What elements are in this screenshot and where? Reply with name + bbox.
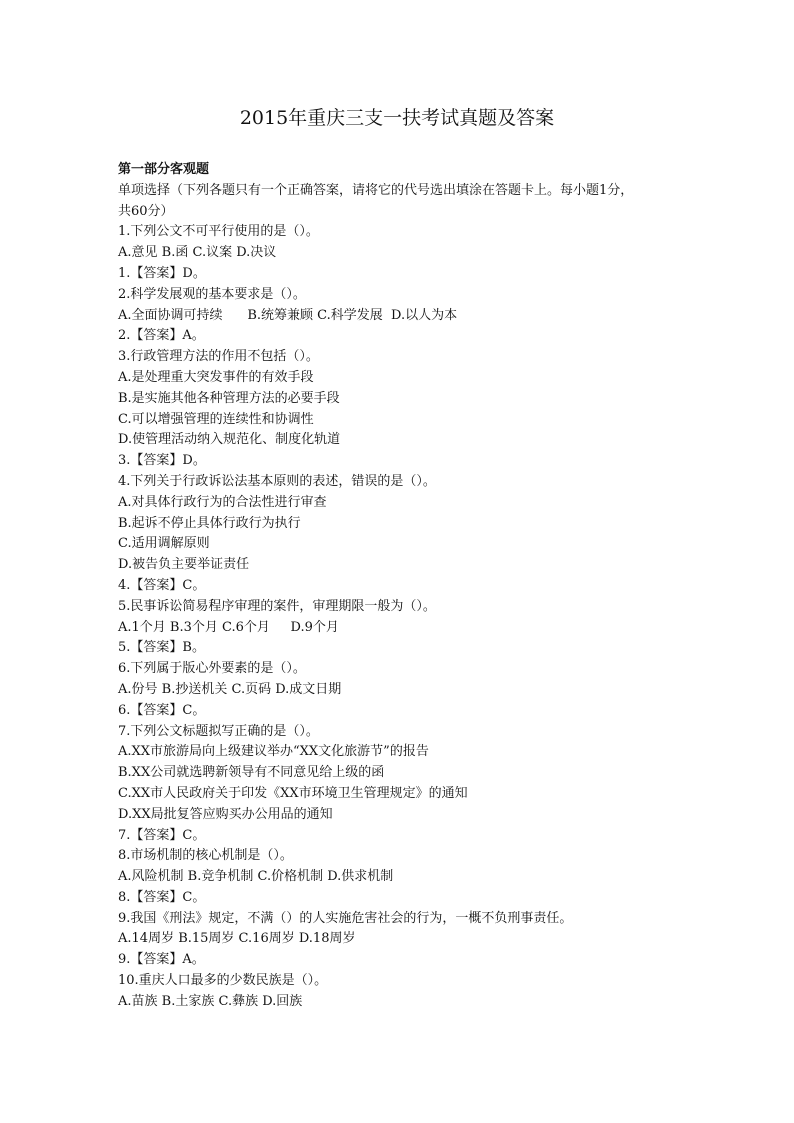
question-5: 5.民事诉讼简易程序审理的案件，审理期限一般为（）。 (118, 598, 436, 614)
question-1-answer: 1.【答案】D。 (118, 265, 206, 281)
question-4: 4.下列关于行政诉讼法基本原则的表述，错误的是（）。 (118, 473, 436, 489)
question-4-option-c: C.适用调解原则 (118, 536, 210, 552)
question-6-options: A.份号 B.抄送机关 C.页码 D.成文日期 (118, 681, 342, 697)
question-10-options: A.苗族 B.土家族 C.彝族 D.回族 (118, 993, 303, 1009)
question-2-answer: 2.【答案】A。 (118, 328, 205, 344)
question-4-option-d: D.被告负主要举证责任 (118, 557, 250, 573)
instructions-line-2: 共60分） (118, 203, 174, 219)
question-4-option-b: B.起诉不停止具体行政行为执行 (118, 515, 301, 531)
document-title: 2015年重庆三支一扶考试真题及答案 (239, 107, 555, 129)
question-9: 9.我国《刑法》规定，不满（）的人实施危害社会的行为，一概不负刑事责任。 (118, 910, 573, 926)
question-3-option-c: C.可以增强管理的连续性和协调性 (118, 411, 314, 427)
question-3-answer: 3.【答案】D。 (118, 453, 206, 469)
question-6-answer: 6.【答案】C。 (118, 702, 206, 718)
question-4-option-a: A.对具体行政行为的合法性进行审查 (118, 494, 327, 510)
question-3-option-d: D.使管理活动纳入规范化、制度化轨道 (118, 432, 341, 448)
question-2-options: A.全面协调可持续 B.统筹兼顾 C.科学发展 D.以人为本 (118, 307, 458, 323)
question-9-answer: 9.【答案】A。 (118, 952, 205, 968)
instructions-line-1: 单项选择（下列各题只有一个正确答案，请将它的代号选出填涂在答题卡上。每小题1分， (118, 182, 634, 198)
question-8-answer: 8.【答案】C。 (118, 889, 206, 905)
question-7-answer: 7.【答案】C。 (118, 827, 206, 843)
question-7: 7.下列公文标题拟写正确的是（）。 (118, 723, 319, 739)
question-9-options: A.14周岁 B.15周岁 C.16周岁 D.18周岁 (118, 931, 356, 947)
question-7-option-b: B.XX公司就选聘新领导有不同意见给上级的函 (118, 765, 385, 781)
question-1: 1.下列公文不可平行使用的是（）。 (118, 224, 319, 240)
question-8: 8.市场机制的核心机制是（）。 (118, 848, 293, 864)
question-3-option-b: B.是实施其他各种管理方法的必要手段 (118, 390, 340, 406)
section-heading: 第一部分客观题 (118, 162, 210, 177)
question-10: 10.重庆人口最多的少数民族是（）。 (118, 973, 328, 989)
document-body (118, 160, 688, 1013)
question-7-option-c: C.XX市人民政府关于印发《XX市环境卫生管理规定》的通知 (118, 785, 468, 801)
question-7-option-a: A.XX市旅游局向上级建议举办“XX文化旅游节”的报告 (118, 744, 429, 760)
question-5-options: A.1个月 B.3个月 C.6个月 D.9个月 (118, 619, 339, 635)
question-1-options: A.意见 B.函 C.议案 D.决议 (118, 245, 277, 261)
question-6: 6.下列属于版心外要素的是（）。 (118, 661, 306, 677)
question-4-answer: 4.【答案】C。 (118, 577, 206, 593)
question-5-answer: 5.【答案】B。 (118, 640, 205, 656)
question-8-options: A.风险机制 B.竞争机制 C.价格机制 D.供求机制 (118, 869, 394, 885)
question-3-option-a: A.是处理重大突发事件的有效手段 (118, 369, 314, 385)
question-2: 2.科学发展观的基本要求是（）。 (118, 286, 306, 302)
question-3: 3.行政管理方法的作用不包括（）。 (118, 349, 319, 365)
question-7-option-d: D.XX局批复答应购买办公用品的通知 (118, 806, 333, 822)
